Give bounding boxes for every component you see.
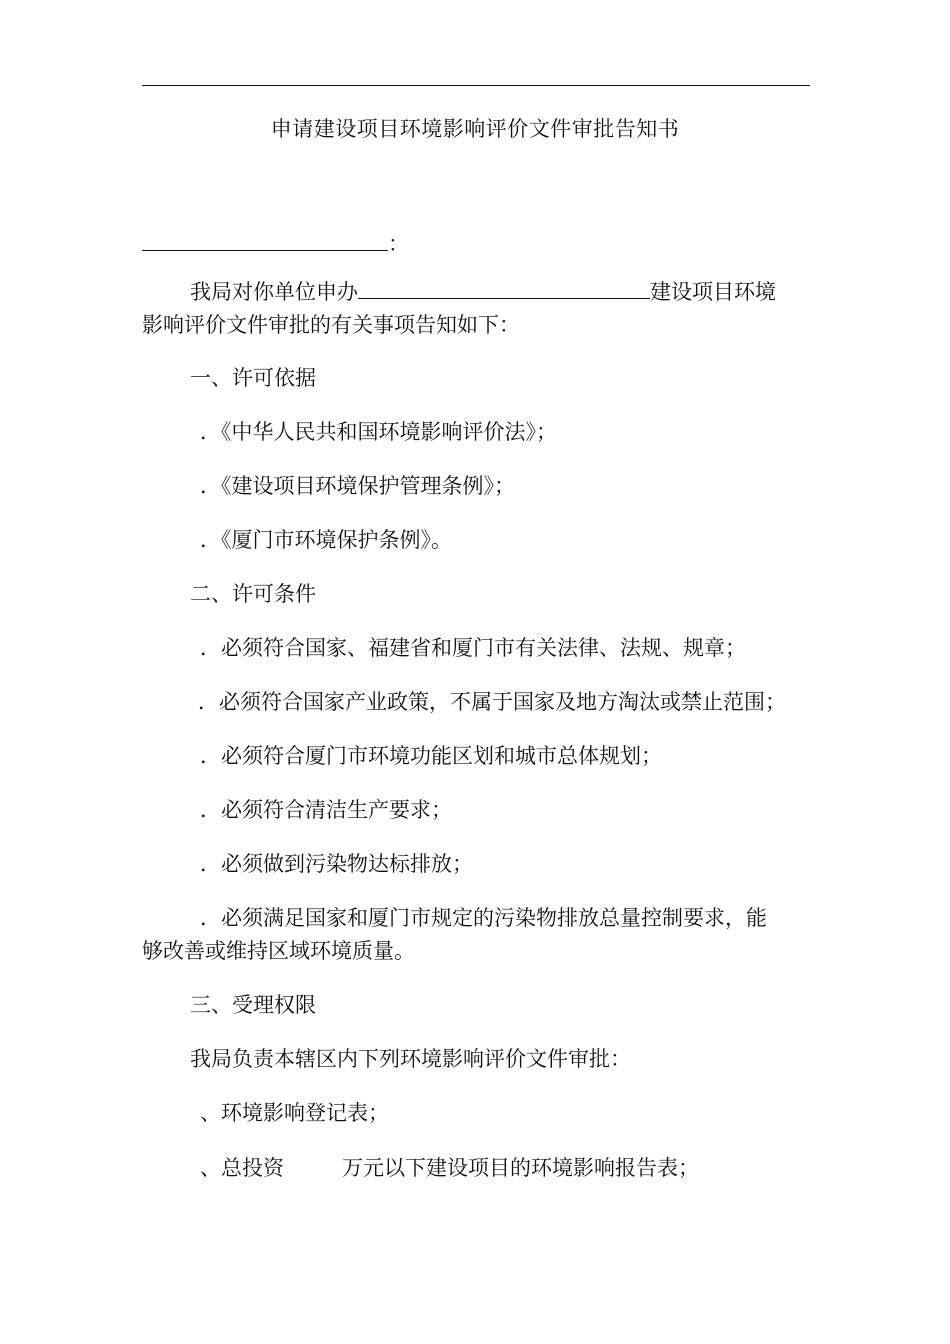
section-2-item-1: ．必须符合国家、福建省和厦门市有关法律、法规、规章； [200, 636, 746, 660]
investment-text-end: 万元以下建设项目的环境影响报告表； [342, 1156, 699, 1180]
intro-line-1 [190, 276, 776, 307]
addressee-colon: ： [388, 232, 409, 256]
intro-line-2: 影响评价文件审批的有关事项告知如下： [142, 313, 520, 337]
intro-text-start: 我局对你单位申办 [190, 280, 358, 304]
section-2-item-4: ．必须符合清洁生产要求； [200, 798, 452, 822]
section-1-item-3: ．《厦门市环境保护条例》。 [200, 528, 452, 552]
section-2-item-3: ．必须符合厦门市环境功能区划和城市总体规划； [200, 744, 662, 768]
section-2-item-6-line-1: ．必须满足国家和厦门市规定的污染物排放总量控制要求，能 [200, 906, 767, 930]
addressee-line [142, 228, 409, 259]
document-title: 申请建设项目环境影响评价文件审批告知书 [270, 117, 680, 141]
section-2-item-5: ．必须做到污染物达标排放； [200, 852, 473, 876]
section-1-item-2: ．《建设项目环境保护管理条例》； [200, 474, 515, 498]
section-3-heading: 三、受理权限 [190, 993, 316, 1017]
section-3-intro: 我局负责本辖区内下列环境影响评价文件审批： [190, 1047, 631, 1071]
section-1-item-1: ．《中华人民共和国环境影响评价法》； [200, 420, 557, 444]
project-name-blank [358, 276, 650, 299]
addressee-blank [142, 228, 388, 251]
investment-text-start: 、总投资 [200, 1156, 284, 1180]
intro-text-end: 建设项目环境 [650, 280, 776, 304]
section-2-item-6-line-2: 够改善或维持区域环境质量。 [142, 939, 415, 963]
section-2-heading: 二、许可条件 [190, 582, 316, 606]
header-rule [142, 85, 810, 86]
section-3-item-2 [200, 1153, 699, 1183]
section-1-heading: 一、许可依据 [190, 366, 316, 390]
section-3-item-1: 、环境影响登记表； [200, 1101, 389, 1125]
section-2-item-2: ．必须符合国家产业政策，不属于国家及地方淘汰或禁止范围； [198, 690, 786, 714]
